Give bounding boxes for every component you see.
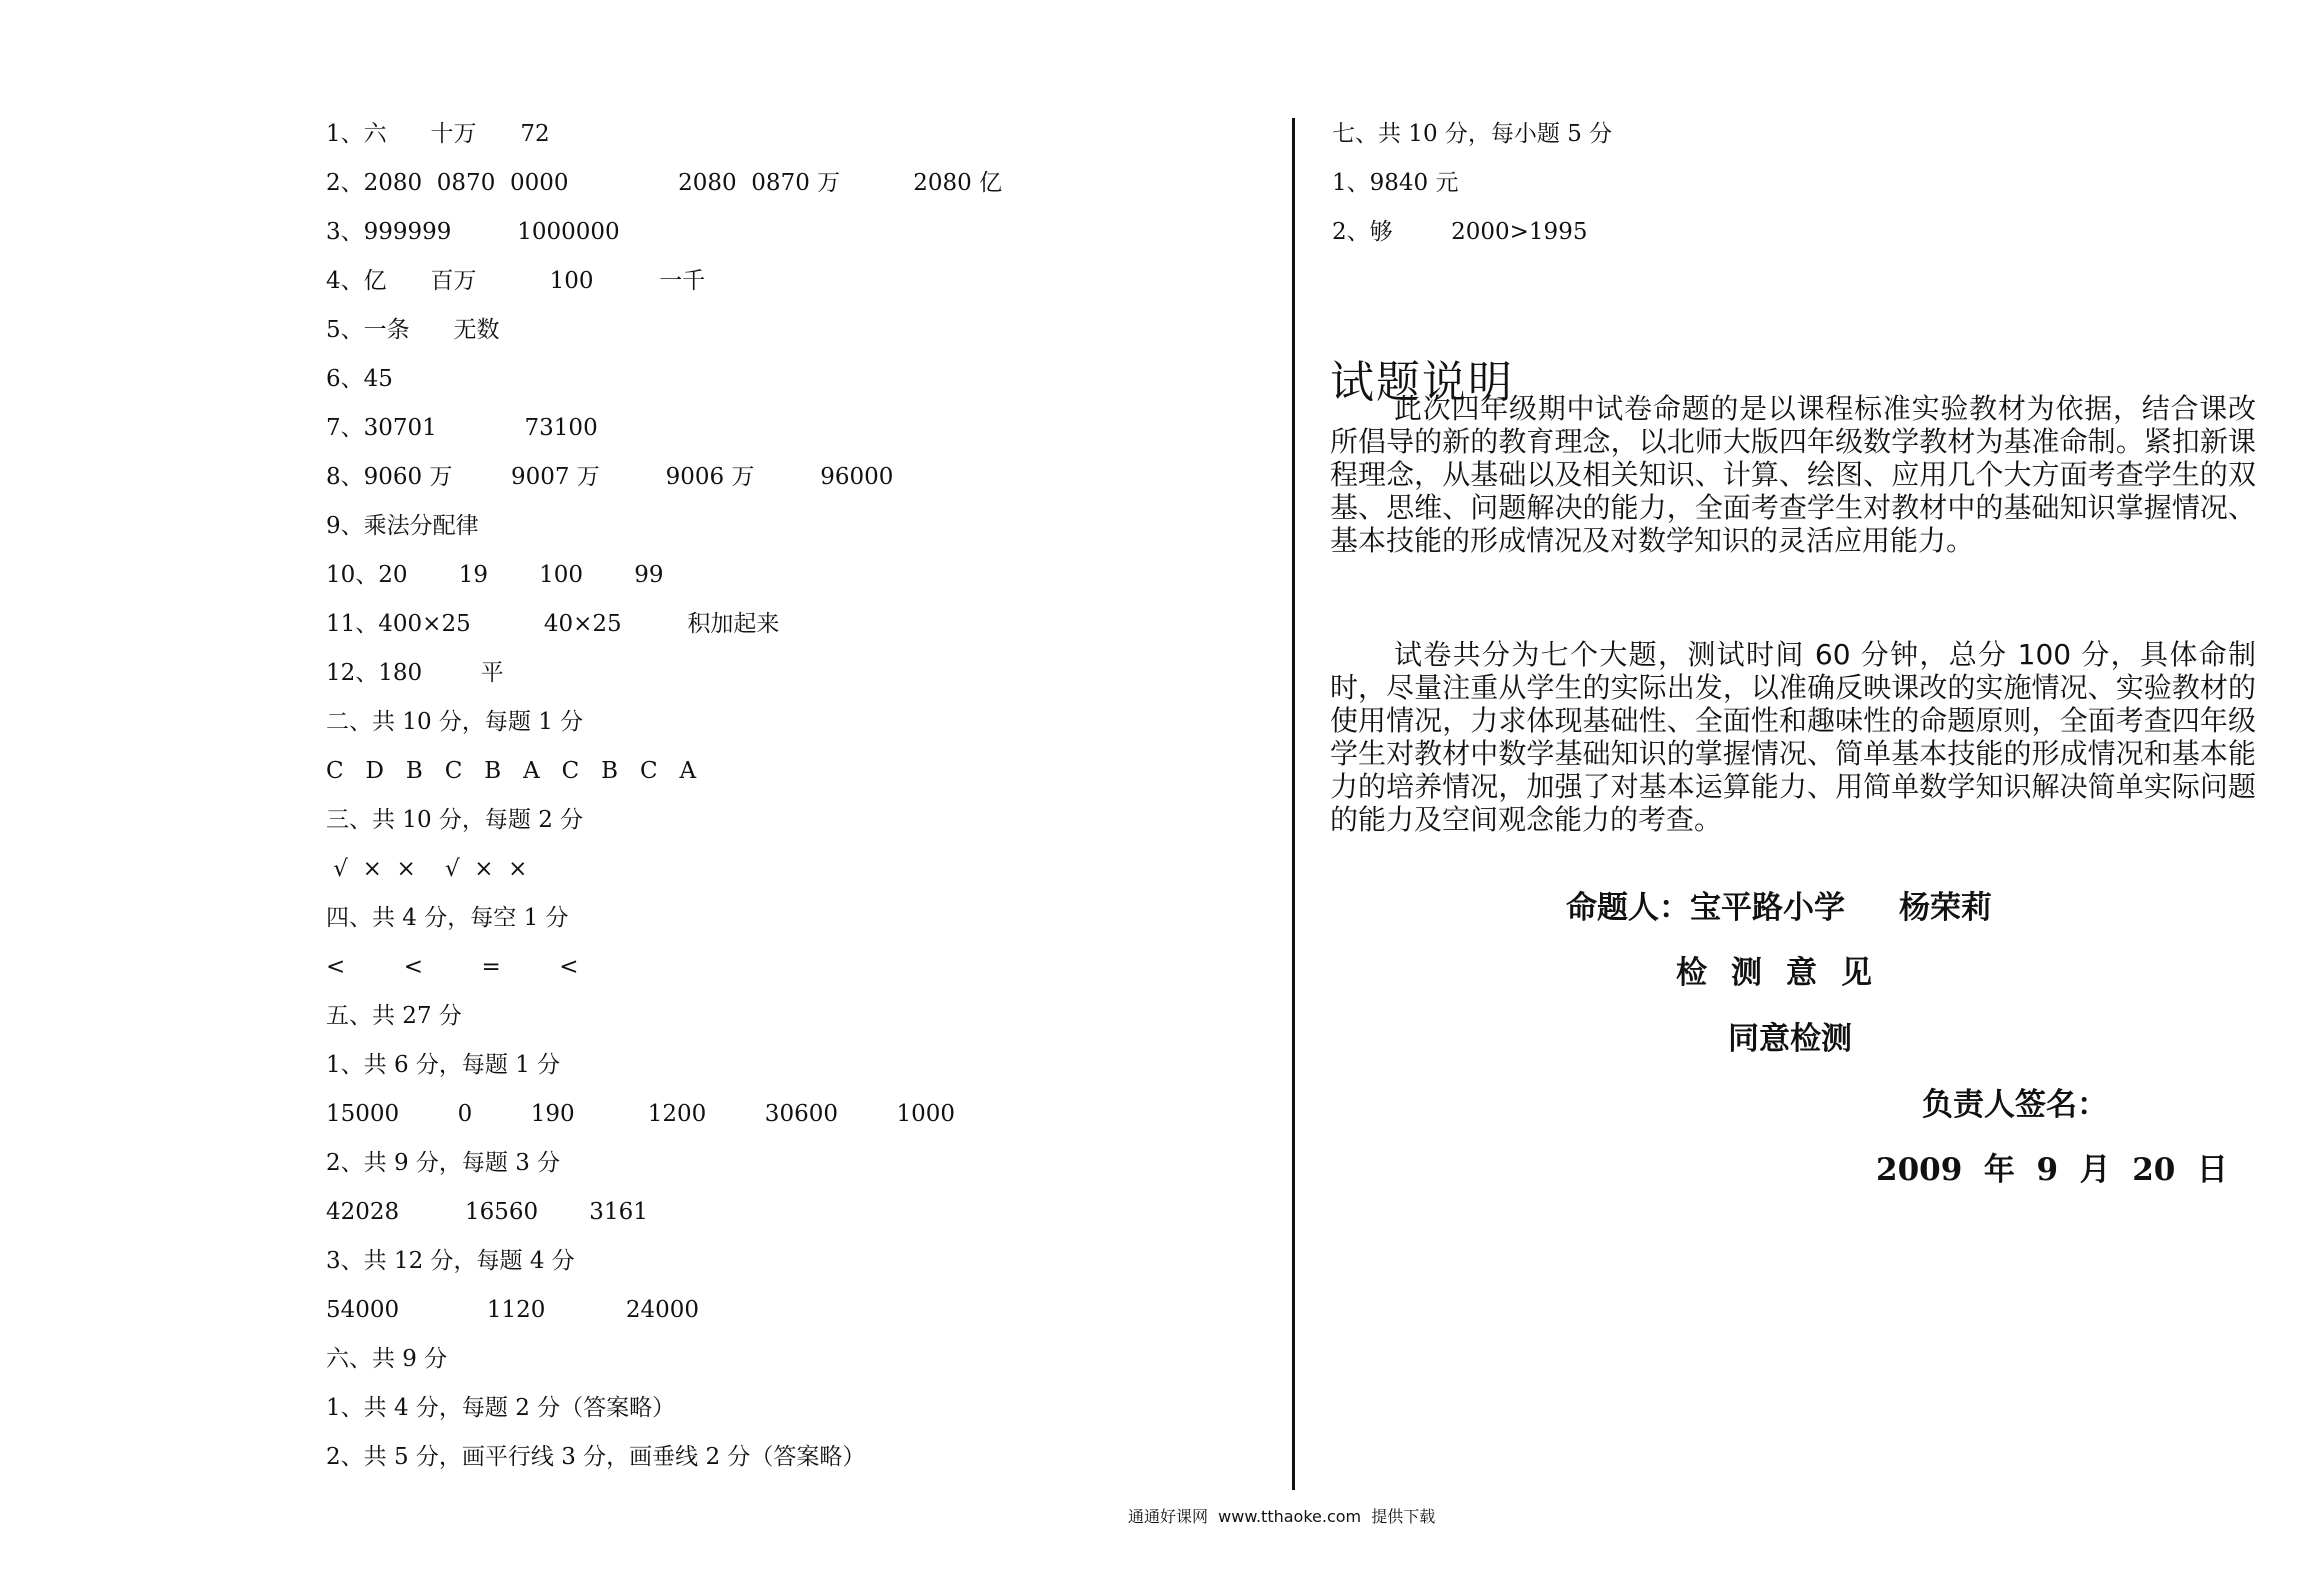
- section-heading: 六、共 9 分: [326, 1346, 448, 1372]
- answer-line: C D B C B A C B C A: [326, 758, 697, 784]
- answer-line: 9、乘法分配律: [326, 513, 479, 539]
- answer-line: 2、2080 0870 0000 2080 0870 万 2080 亿: [326, 170, 1003, 196]
- answer-line: 4、亿 百万 100 一千: [326, 268, 706, 294]
- review-heading: 检测意见: [1676, 955, 1896, 991]
- answer-line: 7、30701 73100: [326, 415, 598, 441]
- exam-notes-title: 试题说明: [1330, 356, 1514, 408]
- answer-line: 11、400×25 40×25 积加起来: [326, 611, 780, 637]
- answer-line: 8、9060 万 9007 万 9006 万 96000: [326, 464, 894, 490]
- signature-label: 负责人签名：: [1922, 1087, 2108, 1123]
- sub-heading: 3、共 12 分，每题 4 分: [326, 1248, 575, 1274]
- sub-heading: 1、共 6 分，每题 1 分: [326, 1052, 561, 1078]
- author-line: 命题人：宝平路小学 杨荣莉: [1566, 890, 1992, 926]
- answer-line: 1、9840 元: [1332, 170, 1459, 196]
- sub-heading: 2、共 9 分，每题 3 分: [326, 1150, 561, 1176]
- sub-heading: 1、共 4 分，每题 2 分（答案略）: [326, 1395, 676, 1421]
- answer-line: 6、45: [326, 366, 393, 392]
- section-heading: 七、共 10 分，每小题 5 分: [1332, 121, 1613, 147]
- exam-notes-paragraph: 试卷共分为七个大题，测试时间 60 分钟，总分 100 分，具体命制时，尽量注重从学生的实际出发，以准确反映课改的实施情况、实验教材的使用情况，力求体现基础性、全面性和趣味性的命题原则，全面考查四年级学生对教材中数学基础知识的掌握情况、简单基本技能的形成情况和基本能力的培养情况，加强了对基本运算能力、用简单数学知识解决简单实际问题的能力及空间观念能力的考查。: [1330, 638, 2256, 836]
- section-heading: 二、共 10 分，每题 1 分: [326, 709, 584, 735]
- answer-line: < < = <: [326, 954, 579, 980]
- answer-line: 15000 0 190 1200 30600 1000: [326, 1101, 955, 1127]
- signature-date: 2009 年 9 月 20 日: [1876, 1152, 2228, 1188]
- exam-notes-paragraph: 此次四年级期中试卷命题的是以课程标准实验教材为依据，结合课改所倡导的新的教育理念，以北师大版四年级数学教材为基准命制。紧扣新课程理念，从基础以及相关知识、计算、绘图、应用几个大方面考查学生的双基、思维、问题解决的能力，全面考查学生对教材中的基础知识掌握情况、基本技能的形成情况及对数学知识的灵活应用能力。: [1330, 392, 2256, 557]
- answer-line: 12、180 平: [326, 660, 504, 686]
- column-divider: [1292, 118, 1295, 1490]
- section-heading: 四、共 4 分，每空 1 分: [326, 905, 569, 931]
- answer-line: 3、999999 1000000: [326, 219, 620, 245]
- sub-heading: 2、共 5 分，画平行线 3 分，画垂线 2 分（答案略）: [326, 1444, 866, 1470]
- answer-line: 54000 1120 24000: [326, 1297, 700, 1323]
- section-heading: 三、共 10 分，每题 2 分: [326, 807, 584, 833]
- section-heading: 五、共 27 分: [326, 1003, 462, 1029]
- answer-line: 10、20 19 100 99: [326, 562, 664, 588]
- answer-line: √ × × √ × ×: [326, 856, 528, 882]
- review-opinion: 同意检测: [1728, 1021, 1852, 1057]
- answer-line: 42028 16560 3161: [326, 1199, 648, 1225]
- answer-line: 2、够 2000>1995: [1332, 219, 1588, 245]
- answer-line: 1、六 十万 72: [326, 121, 550, 147]
- page-footer: 通通好课网 www.tthaoke.com 提供下载: [1128, 1507, 1436, 1526]
- answer-line: 5、一条 无数: [326, 317, 500, 343]
